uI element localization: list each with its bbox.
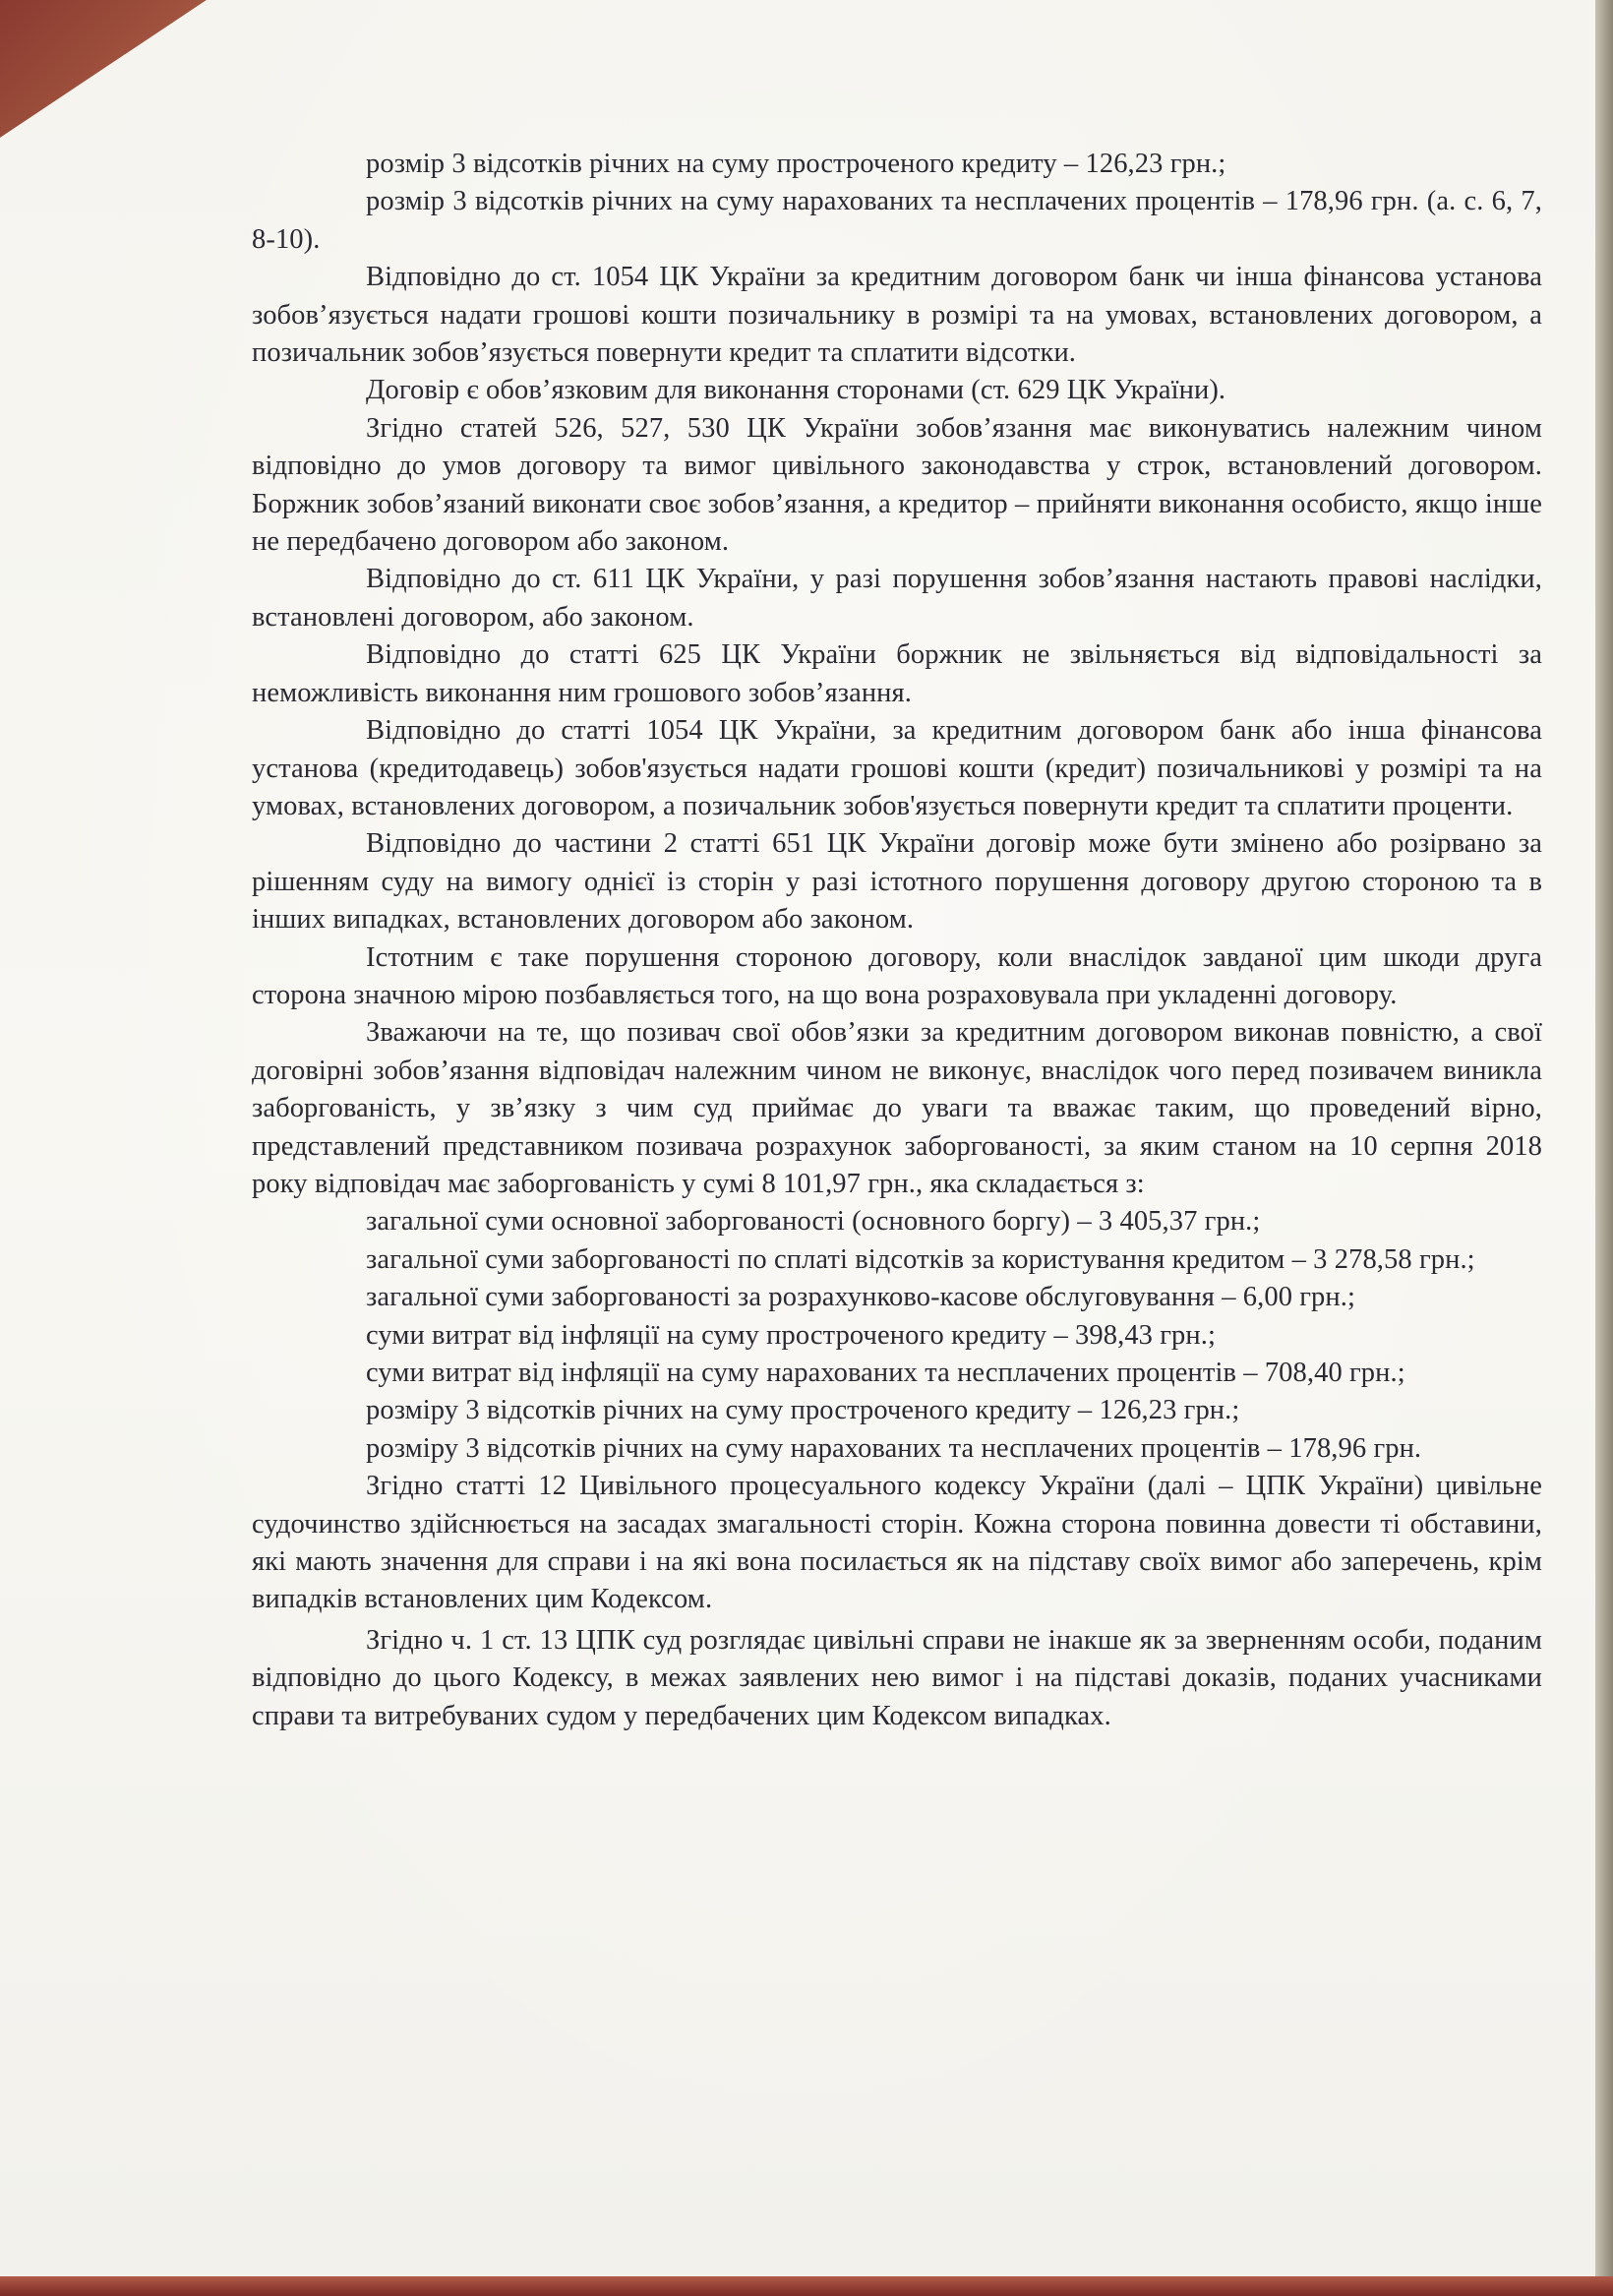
list-item: розміру 3 відсотків річних на суму нарахованих та несплачених процентів – 178,96 грн. bbox=[366, 1432, 1422, 1464]
list-item: загальної суми основної заборгованості (основного боргу) – 3 405,37 грн.; bbox=[366, 1206, 1261, 1238]
paragraph: Істотним є таке порушення стороною договору, коли внаслідок завданої цим шкоди друга сторона значною мірою позбавляється того, на що вона розраховувала при укладенні договору. bbox=[252, 941, 1542, 1010]
page-bottom-edge bbox=[0, 2276, 1613, 2296]
paragraph: Згідно ч. 1 ст. 13 ЦПК суд розглядає цивільні справи не інакше як за зверненням особи, поданим відповідно до цього Кодексу, в межах заявлених нею вимог і на підставі доказів, поданих учасниками справи та витребуваних судом у передбачених цим Кодексом випадках. bbox=[252, 1624, 1542, 1731]
paragraph: Зважаючи на те, що позивач свої обов’язки за кредитним договором виконав повністю, а свої договірні зобов’язання відповідач належним чином не виконує, внаслідок чого перед позивачем виникла заборгованість, у зв’язку з чим суд приймає до уваги та вважає таким, що проведений вірно, представлений представником позивача розрахунок заборгованості, за яким станом на 10 серпня 2018 року відповідач має заборгованість у сумі 8 101,97 грн., яка складається з: bbox=[252, 1017, 1542, 1199]
paragraph: розмір 3 відсотків річних на суму простроченого кредиту – 126,23 грн.; bbox=[366, 149, 1226, 179]
paragraph: Відповідно до ст. 1054 ЦК України за кредитним договором банк чи інша фінансова установа зобов’язується надати грошові кошти позичальнику в розмірі та на умовах, встановлених договором, а позичальник зобов’язується повернути кредит та сплатити відсотки. bbox=[252, 262, 1542, 369]
document-body bbox=[252, 146, 1542, 1735]
list-item: суми витрат від інфляції на суму нарахованих та несплачених процентів – 708,40 грн.; bbox=[366, 1358, 1405, 1388]
list-item: розміру 3 відсотків річних на суму простроченого кредиту – 126,23 грн.; bbox=[366, 1395, 1240, 1426]
list-item: суми витрат від інфляції на суму простроченого кредиту – 398,43 грн.; bbox=[366, 1319, 1216, 1351]
paragraph: Договір є обов’язковим для виконання сторонами (ст. 629 ЦК України). bbox=[366, 375, 1226, 406]
paragraph: Відповідно до частини 2 статті 651 ЦК України договір може бути змінено або розірвано за рішенням суду на вимогу однієї із сторін у разі істотного порушення договору другою стороною та в інших випадках, встановлених договором або законом. bbox=[252, 828, 1542, 936]
paragraph: Відповідно до статті 1054 ЦК України, за кредитним договором банк або інша фінансова установа (кредитодавець) зобов'язується надати грошові кошти (кредит) позичальникові у розмірі та на умовах, встановлених договором, а позичальник зобов'язується повернути кредит та сплатити проценти. bbox=[252, 715, 1542, 821]
paragraph: Відповідно до ст. 611 ЦК України, у разі порушення зобов’язання настають правові наслідки, встановлені договором, або законом. bbox=[252, 564, 1542, 633]
paragraph: Згідно статті 12 Цивільного процесуального кодексу України (далі – ЦПК України) цивільне судочинство здійснюється на засадах змагальності сторін. Кожна сторона повинна довести ті обставини, які мають значення для справи і на які вона посилається як на підставу своїх вимог або заперечень, крім випадків встановлених цим Кодексом. bbox=[252, 1471, 1542, 1615]
list-item: загальної суми заборгованості за розрахунково-касове обслуговування – 6,00 грн.; bbox=[366, 1282, 1356, 1313]
paragraph: розмір 3 відсотків річних на суму нарахованих та несплачених процентів – 178,96 грн. (а. с. 6, 7, 8-10). bbox=[252, 186, 1542, 255]
paragraph: Відповідно до статті 625 ЦК України боржник не звільняється від відповідальності за неможливість виконання ним грошового зобов’язання. bbox=[252, 639, 1542, 708]
page-right-edge bbox=[1595, 0, 1613, 2296]
list-item: загальної суми заборгованості по сплаті відсотків за користування кредитом – 3 278,58 грн.; bbox=[366, 1243, 1475, 1275]
paragraph: Згідно статей 526, 527, 530 ЦК України зобов’язання має виконуватись належним чином відповідно до умов договору та вимог цивільного законодавства у строк, встановлений договором. Боржник зобов’язаний виконати своє зобов’язання, а кредитор – прийняти виконання особисто, якщо інше не передбачено договором або законом. bbox=[252, 412, 1542, 558]
